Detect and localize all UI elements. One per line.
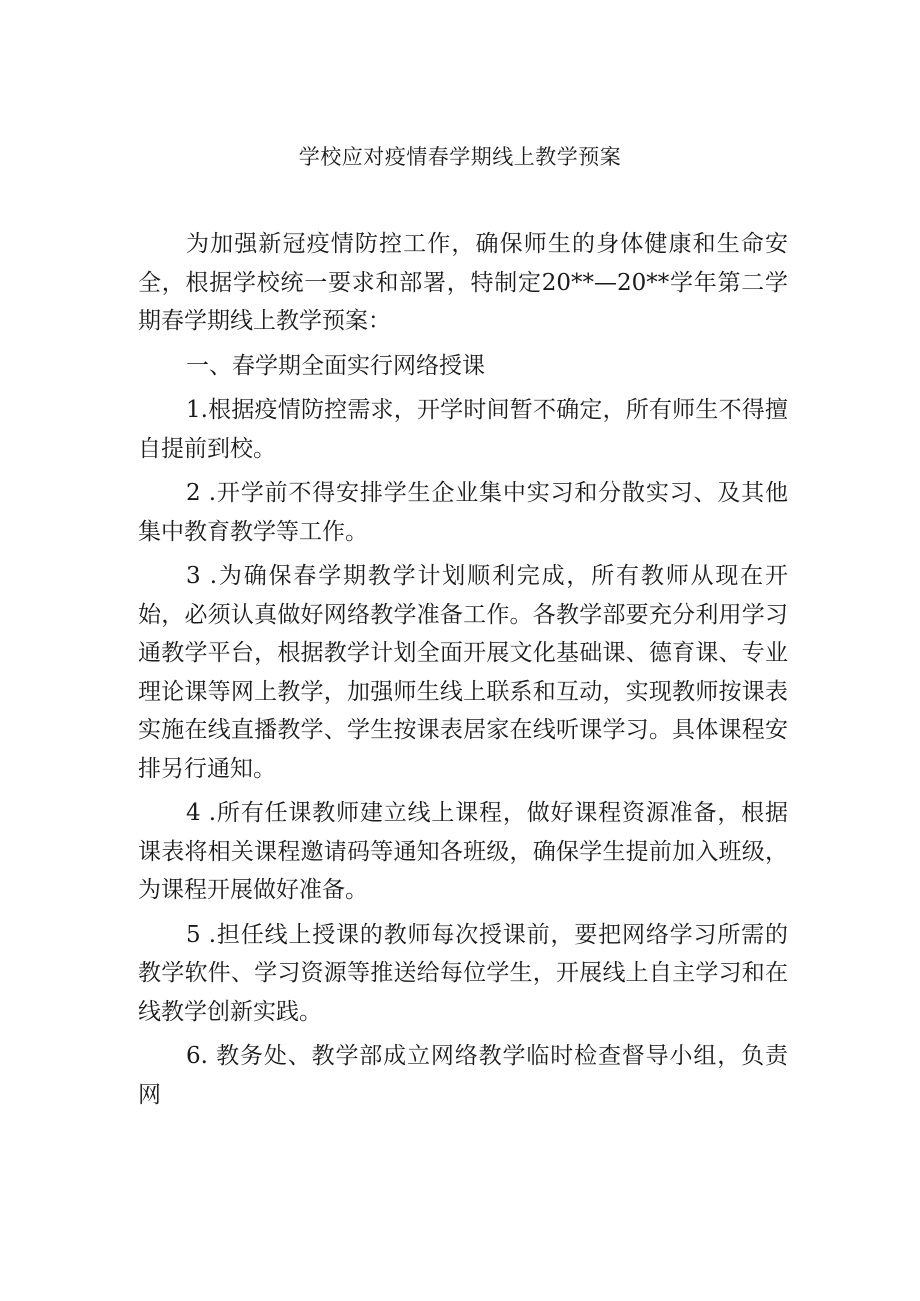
paragraph-intro: 为加强新冠疫情防控工作，确保师生的身体健康和生命安全，根据学校统一要求和部署，特制定20**—20**学年第二学期春学期线上教学预案： bbox=[138, 231, 788, 334]
paragraph-item-6: 6. 教务处、教学部成立网络教学临时检查督导小组，负责网 bbox=[138, 1043, 788, 1108]
paragraph-item-1: 1.根据疫情防控需求，开学时间暂不确定，所有师生不得擅自提前到校。 bbox=[138, 397, 788, 462]
paragraph-item-5: 5 .担任线上授课的教师每次授课前，要把网络学习所需的教学软件、学习资源等推送给每位学生，开展线上自主学习和在线教学创新实践。 bbox=[138, 921, 788, 1025]
document-body bbox=[138, 225, 788, 1120]
paragraph-item-4: 4 .所有任课教师建立线上课程，做好课程资源准备，根据课表将相关课程邀请码等通知各班级，确保学生提前加入班级，为课程开展做好准备。 bbox=[138, 800, 788, 903]
document-title: 学校应对疫情春学期线上教学预案 bbox=[298, 145, 622, 169]
section-heading-1: 一、春学期全面实行网络授课 bbox=[186, 352, 485, 379]
paragraph-item-2: 2 .开学前不得安排学生企业集中实习和分散实习、及其他集中教育教学等工作。 bbox=[138, 480, 788, 545]
paragraph-item-3: 3 .为确保春学期教学计划顺利完成，所有教师从现在开始，必须认真做好网络教学准备工作。各教学部要充分利用学习通教学平台，根据教学计划全面开展文化基础课、德育课、专业理论课等网上教学，加强师生线上联系和互动，实现教师按课表实施在线直播教学、学生按课表居家在线听课学习。具体课程安排另行通知。 bbox=[138, 563, 788, 782]
